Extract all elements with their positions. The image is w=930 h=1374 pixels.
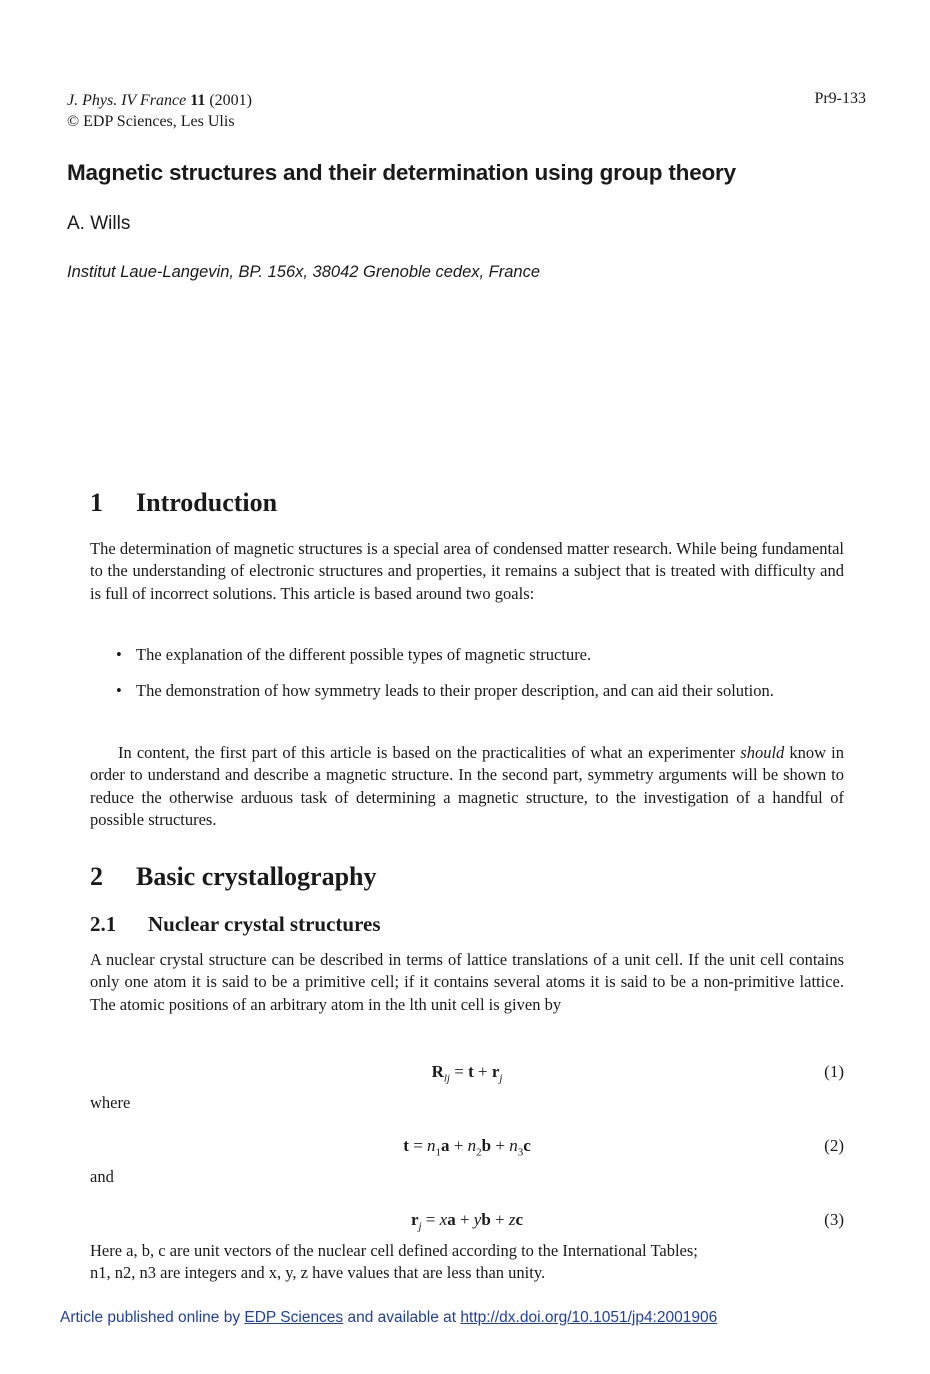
footer-text: and available at xyxy=(343,1309,461,1326)
list-item xyxy=(112,680,844,702)
equation-number: (2) xyxy=(824,1136,844,1155)
goals-list xyxy=(112,644,844,703)
journal-line xyxy=(67,90,252,111)
text-and: and xyxy=(90,1167,114,1186)
section-title: Introduction xyxy=(136,488,278,517)
journal-name: J. Phys. IV France xyxy=(67,92,187,109)
equation-3 xyxy=(90,1210,844,1234)
publisher-line: © EDP Sciences, Les Ulis xyxy=(67,113,235,130)
paragraph-text: In content, the first part of this article is based on the practicalities of what an experimenter xyxy=(118,743,741,762)
equation-1 xyxy=(90,1062,844,1086)
section-number: 2 xyxy=(90,862,103,891)
footer-text: Article published online by xyxy=(60,1309,245,1326)
journal-year: (2001) xyxy=(209,92,252,109)
paper-author: A. Wills xyxy=(67,213,131,234)
paragraph-text: know in order to understand and describe a magnetic structure. In the second part, symmetry arguments will be shown to reduce the otherwise arduous task of determining a magnetic structure, to the investigation of a handful of possible structures. xyxy=(90,743,844,829)
paragraph-line: n1, n2, n3 are integers and x, y, z have values that are less than unity. xyxy=(90,1263,546,1283)
equation-body: $t = n_1a + n_2b + n_3c$ xyxy=(403,1136,531,1159)
subsection-heading xyxy=(90,912,381,937)
equation-body: $r_j$ = xa + yb + zc xyxy=(410,1210,524,1233)
journal-volume: 11 xyxy=(190,92,206,109)
emphasis-text: should xyxy=(740,743,785,762)
edp-sciences-link[interactable]: EDP Sciences xyxy=(244,1309,344,1326)
list-item-text: The explanation of the different possible types of magnetic structure. xyxy=(136,645,592,664)
intro-paragraph: The determination of magnetic structures is a special area of condensed matter research. While being fundamental to the understanding of electronic structures and properties, it remains a subject that is treated with difficulty and is full of incorrect solutions. This article is based around two goals: xyxy=(90,539,844,603)
section-heading-introduction xyxy=(90,488,277,518)
section-title: Basic crystallography xyxy=(136,862,377,891)
text-where: where xyxy=(90,1093,131,1112)
equation-2 xyxy=(90,1136,844,1160)
bullet-icon: • xyxy=(116,645,122,664)
paragraph-line: Here a, b, c are unit vectors of the nuclear cell defined according to the International Tables; xyxy=(90,1241,698,1260)
equation-number: (1) xyxy=(824,1062,844,1081)
section-heading-basic-crystallography xyxy=(90,862,377,892)
page-code: Pr9-133 xyxy=(814,90,866,107)
paper-title: Magnetic structures and their determination using group theory xyxy=(67,160,736,185)
publication-footer xyxy=(60,1309,717,1327)
equation-number: (3) xyxy=(824,1210,844,1229)
subsection-number: 2.1 xyxy=(90,912,117,936)
section-number: 1 xyxy=(90,488,103,517)
equation-body: $R_{lj} = t + r_j$ xyxy=(431,1062,503,1085)
unit-vectors-paragraph xyxy=(90,1240,844,1285)
bullet-icon: • xyxy=(116,681,122,701)
crystal-paragraph: A nuclear crystal structure can be described in terms of lattice translations of a unit cell. If the unit cell contains only one atom it is said to be a primitive cell; if it contains several atoms it is said to be a non-primitive lattice. The atomic positions of an arbitrary atom in the lth unit cell is given by xyxy=(90,950,844,1014)
subsection-title: Nuclear crystal structures xyxy=(148,912,381,936)
doi-link[interactable]: http://dx.doi.org/10.1051/jp4:2001906 xyxy=(460,1309,718,1326)
list-item xyxy=(112,644,844,666)
paper-affiliation: Institut Laue-Langevin, BP. 156x, 38042 Grenoble cedex, France xyxy=(67,263,541,281)
list-item-text: The demonstration of how symmetry leads to their proper description, and can aid their solution. xyxy=(136,681,774,701)
journal-citation xyxy=(67,90,252,132)
intro-paragraph-2 xyxy=(90,742,844,831)
